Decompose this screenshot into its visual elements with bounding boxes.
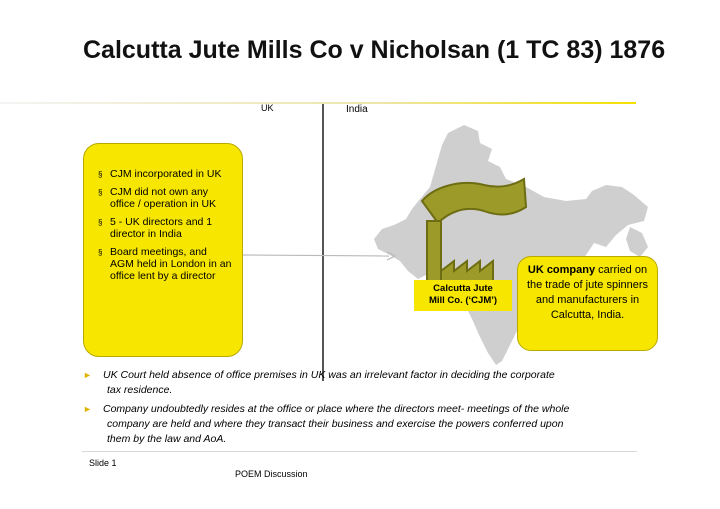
- bullet-icon: §: [98, 170, 103, 179]
- bullet-icon: §: [98, 188, 103, 197]
- company-description-box: [517, 256, 658, 351]
- footer-rule: [82, 451, 637, 452]
- arrow-bullet-icon: ►: [83, 404, 92, 414]
- arrow-bullet-icon: ►: [83, 370, 92, 380]
- list-item: § Board meetings, and AGM held in London in an office lent by a director: [98, 246, 232, 282]
- footer-caption: POEM Discussion: [235, 469, 308, 479]
- india-label: India: [346, 104, 368, 115]
- title-rule: [0, 102, 636, 104]
- slide-title: Calcutta Jute Mills Co v Nicholsan (1 TC 83) 1876: [83, 36, 666, 64]
- bullet-icon: §: [98, 248, 103, 257]
- list-item: § CJM did not own any office / operation in UK: [98, 186, 217, 210]
- facts-box: [83, 143, 243, 357]
- connector-arrow: [243, 249, 403, 263]
- slide-number: Slide 1: [89, 458, 117, 468]
- company-label: Calcutta Jute Mill Co. (‘CJM’): [414, 280, 512, 311]
- uk-india-divider: [322, 104, 324, 381]
- list-item: § CJM incorporated in UK: [98, 168, 222, 180]
- bullet-icon: §: [98, 218, 103, 227]
- note-item: ► Company undoubtedly resides at the office or place where the directors meet- meetings of the whole company are held and where they transact their business and exercise the powers conferred upon them by the law and AoA.: [83, 403, 570, 445]
- list-item: § 5 - UK directors and 1 director in India: [98, 216, 213, 240]
- company-type: UK company: [527, 264, 596, 276]
- note-item: ► UK Court held absence of office premises in UK was an irrelevant factor in deciding the corporate tax residence.: [83, 369, 555, 396]
- notes: [83, 368, 643, 451]
- company-description: carried on the trade of jute spinners and manufacturers in Calcutta, India.: [526, 264, 649, 321]
- uk-label: UK: [261, 103, 274, 113]
